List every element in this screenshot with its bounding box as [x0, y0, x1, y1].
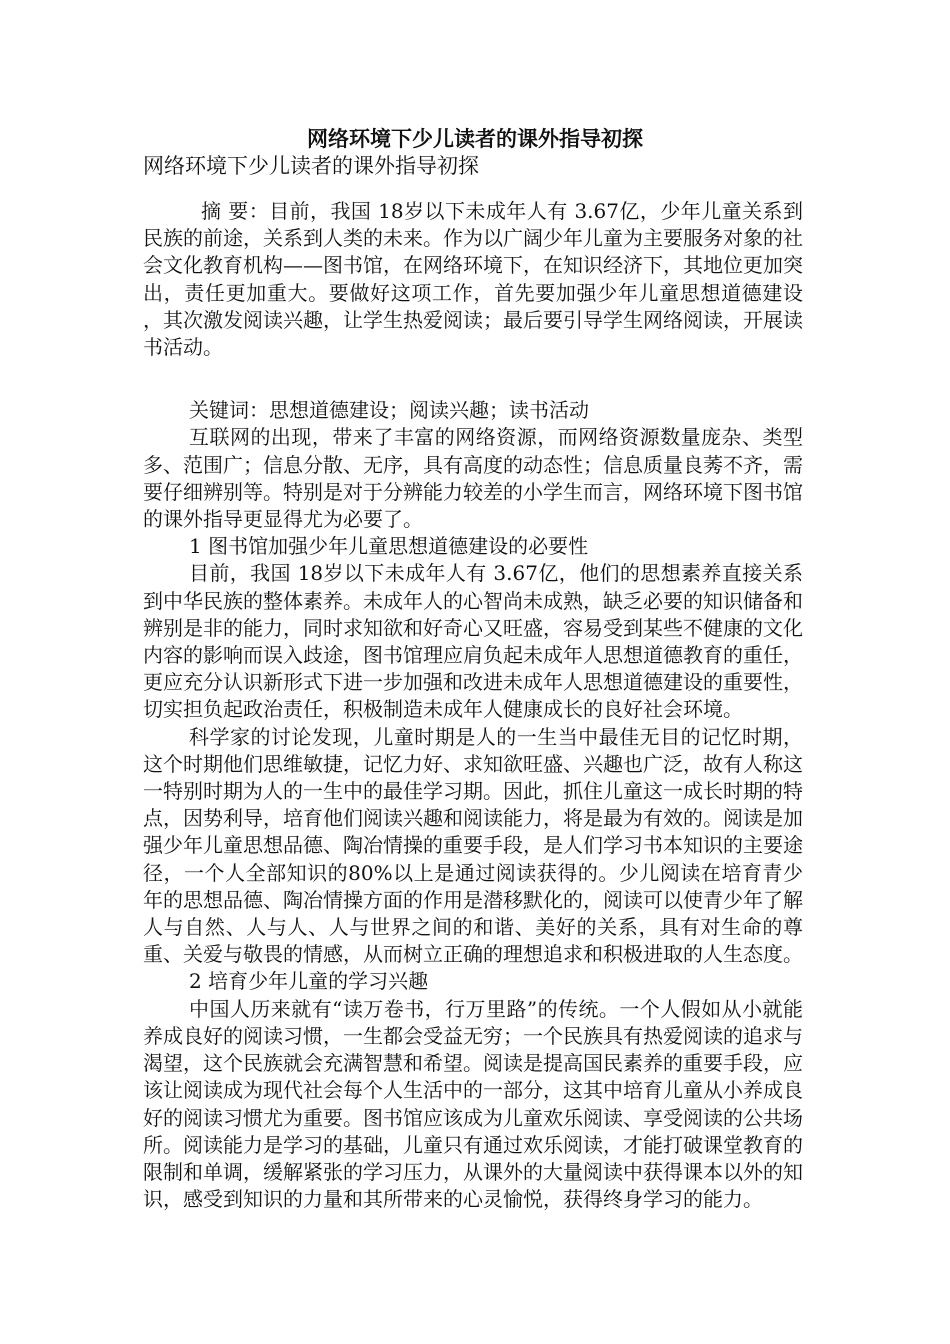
document-body [143, 198, 803, 1213]
document-title: 网络环境下少儿读者的课外指导初探 [307, 127, 643, 151]
section-2-paragraph-1: 中国人历来就有“读万卷书，行万里路”的传统。一个人假如从小就能养成良好的阅读习惯，一生都会受益无穷；一个民族具有热爱阅读的追求与渴望，这个民族就会充满智慧和希望。阅读是提高国民素养的重要手段，应该让阅读成为现代社会每个人生活中的一部分，这其中培育儿童从小养成良好的阅读习惯尤为重要。图书馆应该成为儿童欢乐阅读、享受阅读的公共场所。阅读能力是学习的基础，儿童只有通过欢乐阅读，才能打破课堂教育的限制和单调，缓解紧张的学习压力，从课外的大量阅读中获得课本以外的知识，感受到知识的力量和其所带来的心灵愉悦，获得终身学习的能力。 [143, 996, 803, 1212]
section-1-heading: 1 图书馆加强少年儿童思想道德建设的必要性 [189, 534, 589, 559]
spacer [143, 361, 803, 397]
section-1-paragraph-1: 目前，我国 18岁以下未成年人有 3.67亿，他们的思想素养直接关系到中华民族的整体素养。未成年人的心智尚未成熟，缺乏必要的知识储备和辨别是非的能力，同时求知欲和好奇心又旺盛，容易受到某些不健康的文化内容的影响而误入歧途，图书馆理应肩负起未成年人思想道德教育的重任，更应充分认识新形式下进一步加强和改进未成年人思想道德建设的重要性，切实担负起政治责任，积极制造未成年人健康成长的良好社会环境。 [143, 561, 803, 722]
intro-paragraph: 互联网的出现，带来了丰富的网络资源，而网络资源数量庞杂、类型多、范围广；信息分散、无序，具有高度的动态性；信息质量良莠不齐，需要仔细辨别等。特别是对于分辨能力较差的小学生而言，网络环境下图书馆的课外指导更显得尤为必要了。 [143, 425, 803, 532]
section-2-heading: 2 培育少年儿童的学习兴趣 [189, 969, 429, 994]
abstract-paragraph: 摘 要：目前，我国 18岁以下未成年人有 3.67亿，少年儿童关系到民族的前途，关系到人类的未来。作为以广阔少年儿童为主要服务对象的社会文化教育机构——图书馆，在网络环境下，在知识经济下，其地位更加突出，责任更加重大。要做好这项工作，首先要加强少年儿童思想道德建设 ，其次激发阅读兴趣，让学生热爱阅读；最后要引导学生网络阅读，开展读书活动。 [143, 199, 803, 360]
keywords-line: 关键词：思想道德建设；阅读兴趣；读书活动 [189, 398, 589, 423]
section-1-paragraph-2: 科学家的讨论发现，儿童时期是人的一生当中最佳无目的记忆时期，这个时期他们思维敏捷，记忆力好、求知欲旺盛、兴趣也广泛，故有人称这一特别时期为人的一生中的最佳学习期。因此，抓住儿童这一成长时期的特点，因势利导，培育他们阅读兴趣和阅读能力，将是最为有效的。阅读是加强少年儿童思想品德、陶冶情操的重要手段，是人们学习书本知识的主要途径，一个人全部知识的80%以上是通过阅读获得的。少儿阅读在培育青少年的思想品德、陶冶情操方面的作用是潜移默化的，阅读可以使青少年了解人与自然、人与人、人与世界之间的和谐、美好的关系，具有对生命的尊重、关爱与敬畏的情感，从而树立正确的理想追求和积极进取的人生态度。 [143, 724, 803, 967]
document-subtitle: 网络环境下少儿读者的课外指导初探 [143, 154, 479, 178]
